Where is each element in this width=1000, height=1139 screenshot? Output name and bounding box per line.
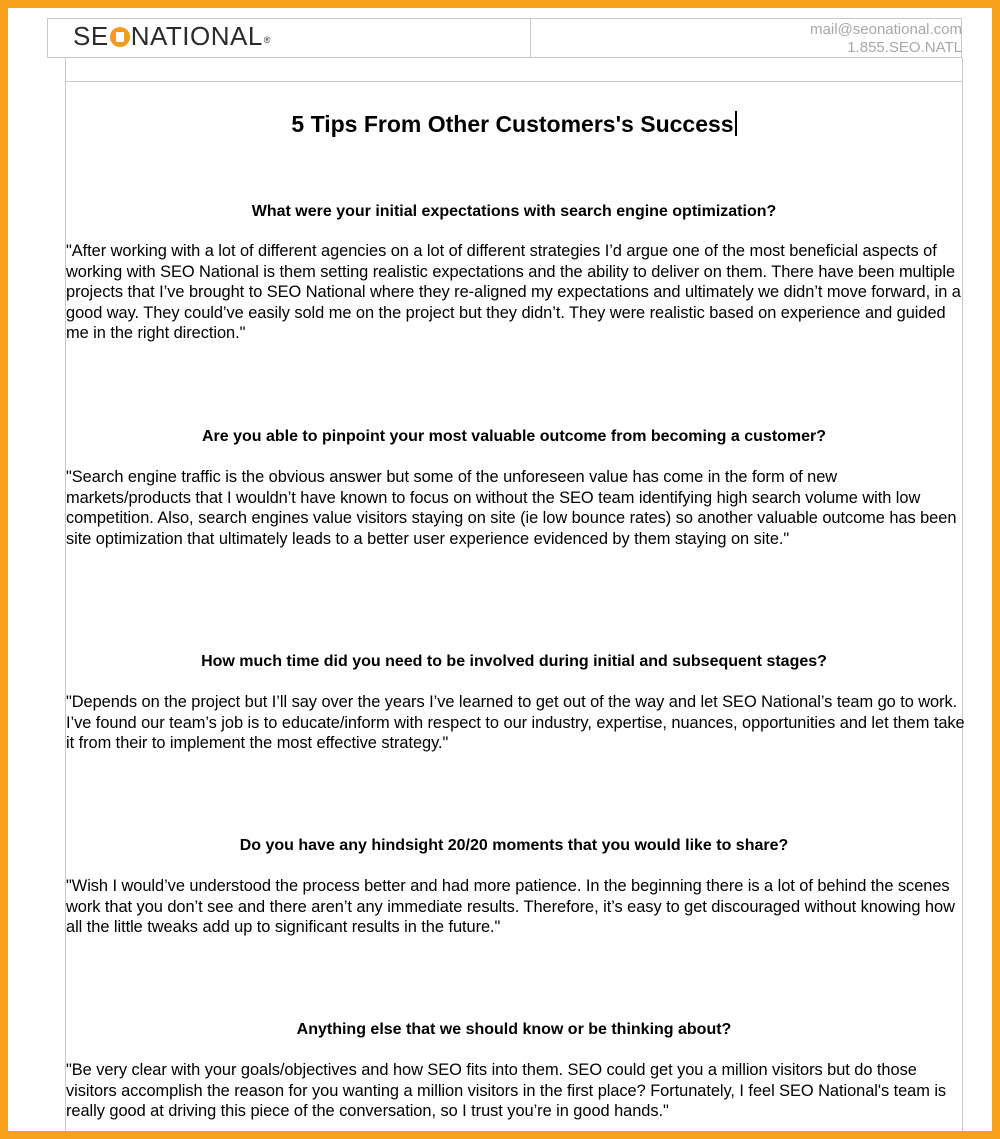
seo-national-logo[interactable] bbox=[73, 21, 271, 51]
contact-phone[interactable]: 1.855.SEO.NATL bbox=[847, 39, 962, 56]
text-cursor bbox=[735, 111, 737, 136]
contact-info bbox=[810, 21, 962, 57]
question-1: What were your initial expectations with search engine optimization? bbox=[251, 203, 777, 220]
question-3: How much time did you need to be involved during initial and subsequent stages? bbox=[201, 653, 827, 670]
page-title bbox=[66, 108, 962, 140]
answer-4: "Wish I would’ve understood the process better and had more patience. In the beginning there is a lot of behind the scenes work that you don’t see and there aren’t any immediate results. Therefore, it’s easy to get discouraged without knowing how all the little tweaks add up to significant results in the future." bbox=[66, 877, 955, 937]
answer-5: "Be very clear with your goals/objectives and how SEO fits into them. SEO could get you a million visitors but do those visitors accomplish the reason for you wanting a million visitors in the first place? Fortunately, I feel SEO National's team is really good at driving this piece of the conversation, so I trust you’re in good hands." bbox=[66, 1061, 947, 1121]
logo-text-left: SE bbox=[73, 20, 109, 51]
answer-2: "Search engine traffic is the obvious answer but some of the unforeseen value has come in the form of new markets/products that I wouldn’t have known to focus on without the SEO team identifying high search volume with low competition. Also, search engines value visitors staying on site (ie low bounce rates) so another valuable outcome has been site optimization that ultimately leads to a better user experience evidenced by them staying on site." bbox=[66, 468, 957, 548]
page-title-text: 5 Tips From Other Customers's Success bbox=[291, 111, 734, 137]
question-2: Are you able to pinpoint your most valuable outcome from becoming a customer? bbox=[201, 428, 827, 445]
question-5: Anything else that we should know or be thinking about? bbox=[296, 1021, 732, 1038]
page-margin-top bbox=[65, 81, 962, 82]
contact-email[interactable]: mail@seonational.com bbox=[810, 21, 962, 38]
answer-1: "After working with a lot of different agencies on a lot of different strategies I’d argue one of the most beneficial aspects of working with SEO National is them setting realistic expectations and the ability to deliver on them. There have been multiple projects that I’ve brought to SEO National where they re-aligned my expectations and ultimately we didn’t move forward, in a good way. They could’ve easily sold me on the project but they didn’t. They were realistic based on experience and guided me in the right direction." bbox=[66, 242, 961, 343]
header-divider bbox=[530, 18, 531, 58]
answer-3: "Depends on the project but I’ll say over the years I’ve learned to get out of the way and let SEO National’s team go to work. I’ve found our team’s job is to educate/inform with respect to our industry, expertise, nuances, opportunities and let them take it from their to implement the most effective strategy." bbox=[66, 693, 965, 753]
logo-registered-mark: ® bbox=[263, 35, 271, 45]
page-margin-right bbox=[962, 58, 963, 1139]
logo-text-right: NATIONAL bbox=[130, 20, 263, 51]
logo-o-icon bbox=[110, 27, 130, 47]
question-4: Do you have any hindsight 20/20 moments that you would like to share? bbox=[239, 837, 789, 854]
